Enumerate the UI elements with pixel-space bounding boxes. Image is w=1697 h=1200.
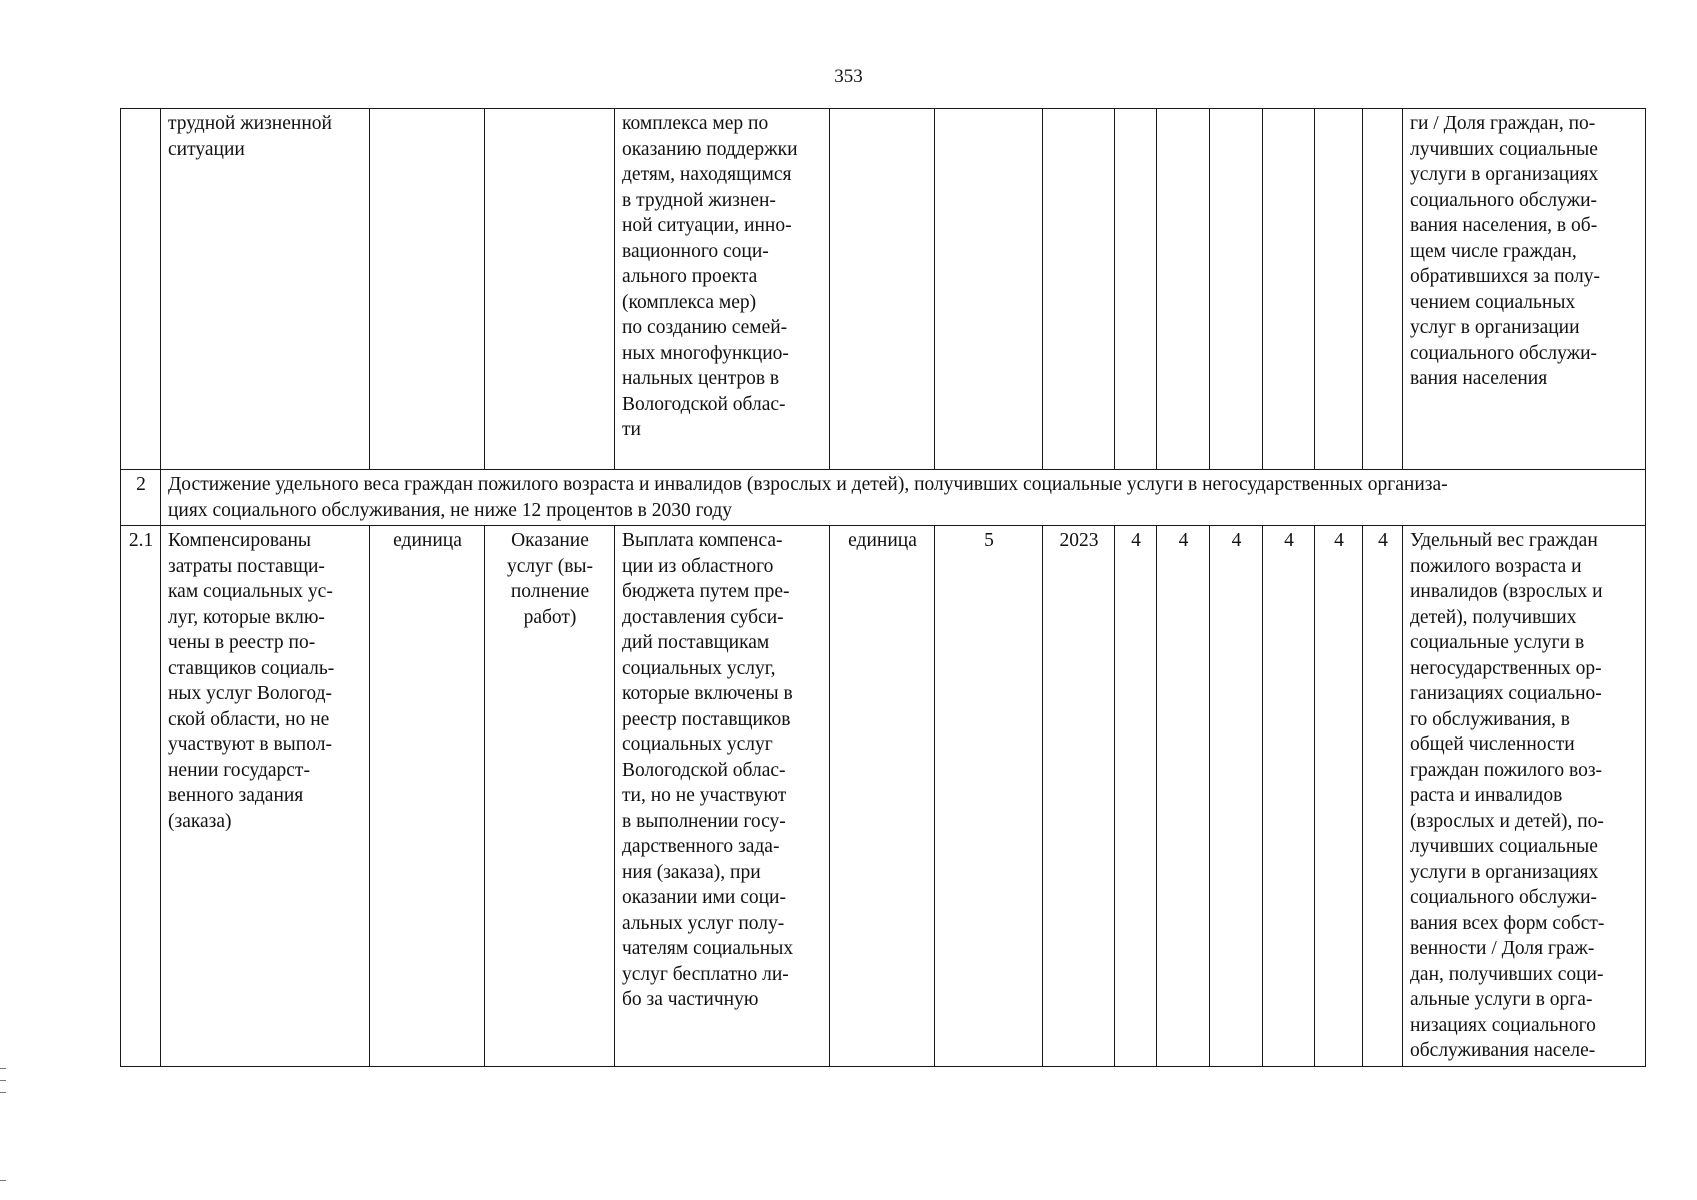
empty-cell	[830, 109, 935, 470]
row-number-cell: 2.1	[121, 526, 161, 1067]
unit-cell: единица	[370, 526, 485, 1067]
table-row-2-1	[121, 526, 1646, 1067]
margin-mark	[0, 1080, 6, 1081]
year-value-cell: 4	[1315, 526, 1363, 1067]
base-year-cell: 2023	[1043, 526, 1115, 1067]
table-row-continuation	[121, 109, 1646, 470]
task-cell: Компенсированы затраты поставщи- кам социальных ус- луг, которые вклю- чены в реестр по- ставщиков социаль- ных услуг Вологод- ской области, но не участвуют в выпол- нении государст- венного задания (заказа)	[161, 526, 370, 1067]
base-value-cell: 5	[935, 526, 1043, 1067]
description-cell: Выплата компенса- ции из областного бюджета путем пре- доставления субси- дий поставщикам социальных услуг, которые включены в реестр поставщиков социальных услуг Вологодской облас- ти, но не участвуют в выполнении госу- дарственного зада- ния (заказа), при оказании ими соци- альных услуг полу- чателям социальных услуг бесплатно ли- бо за частичную	[615, 526, 830, 1067]
section-title-cell: Достижение удельного веса граждан пожилого возраста и инвалидов (взрослых и детей), получивших социальные услуги в негосударственных организа- циях социального обслуживания, не ниже 12 процентов в 2030 году	[161, 470, 1646, 526]
year-value-cell: 4	[1263, 526, 1315, 1067]
year-value-cell: 4	[1157, 526, 1210, 1067]
margin-mark	[0, 1068, 6, 1069]
margin-mark	[0, 1092, 6, 1093]
indicator-cell: ги / Доля граждан, по- лучивших социальные услуги в организациях социального обслужи- вания населения, в об- щем числе граждан, обратившихся за полу- чением социальных услуг в организации социального обслужи- вания населения	[1403, 109, 1646, 470]
measure-cell: единица	[830, 526, 935, 1067]
table-row-section	[121, 470, 1646, 526]
empty-cell	[1315, 109, 1363, 470]
task-cell: трудной жизненной ситуации	[161, 109, 370, 470]
type-cell	[485, 109, 615, 470]
empty-cell	[1263, 109, 1315, 470]
description-cell: комплекса мер по оказанию поддержки детям, находящимся в трудной жизнен- ной ситуации, инно- вационного соци- ального проекта (комплекса мер) по созданию семей- ных многофункцио- нальных центров в Вологодской облас- ти	[615, 109, 830, 470]
page-number: 353	[834, 66, 863, 87]
section-number-cell: 2	[121, 470, 161, 526]
year-value-cell: 4	[1363, 526, 1403, 1067]
type-cell: Оказание услуг (вы- полнение работ)	[485, 526, 615, 1067]
margin-mark	[0, 1180, 6, 1181]
program-table	[120, 108, 1646, 1067]
year-value-cell: 4	[1115, 526, 1157, 1067]
row-number-cell	[121, 109, 161, 470]
empty-cell	[1363, 109, 1403, 470]
year-value-cell: 4	[1210, 526, 1263, 1067]
unit-cell	[370, 109, 485, 470]
empty-cell	[1043, 109, 1115, 470]
empty-cell	[1210, 109, 1263, 470]
indicator-cell: Удельный вес граждан пожилого возраста и инвалидов (взрослых и детей), получивших социальные услуги в негосударственных ор- ганизациях социально- го обслуживания, в общей численности граждан пожилого воз- раста и инвалидов (взрослых и детей), по- лучивших социальные услуги в организациях социального обслужи- вания всех форм собст- венности / Доля граж- дан, получивших соци- альные услуги в орга- низациях социального обслуживания населе-	[1403, 526, 1646, 1067]
empty-cell	[1157, 109, 1210, 470]
empty-cell	[1115, 109, 1157, 470]
empty-cell	[935, 109, 1043, 470]
